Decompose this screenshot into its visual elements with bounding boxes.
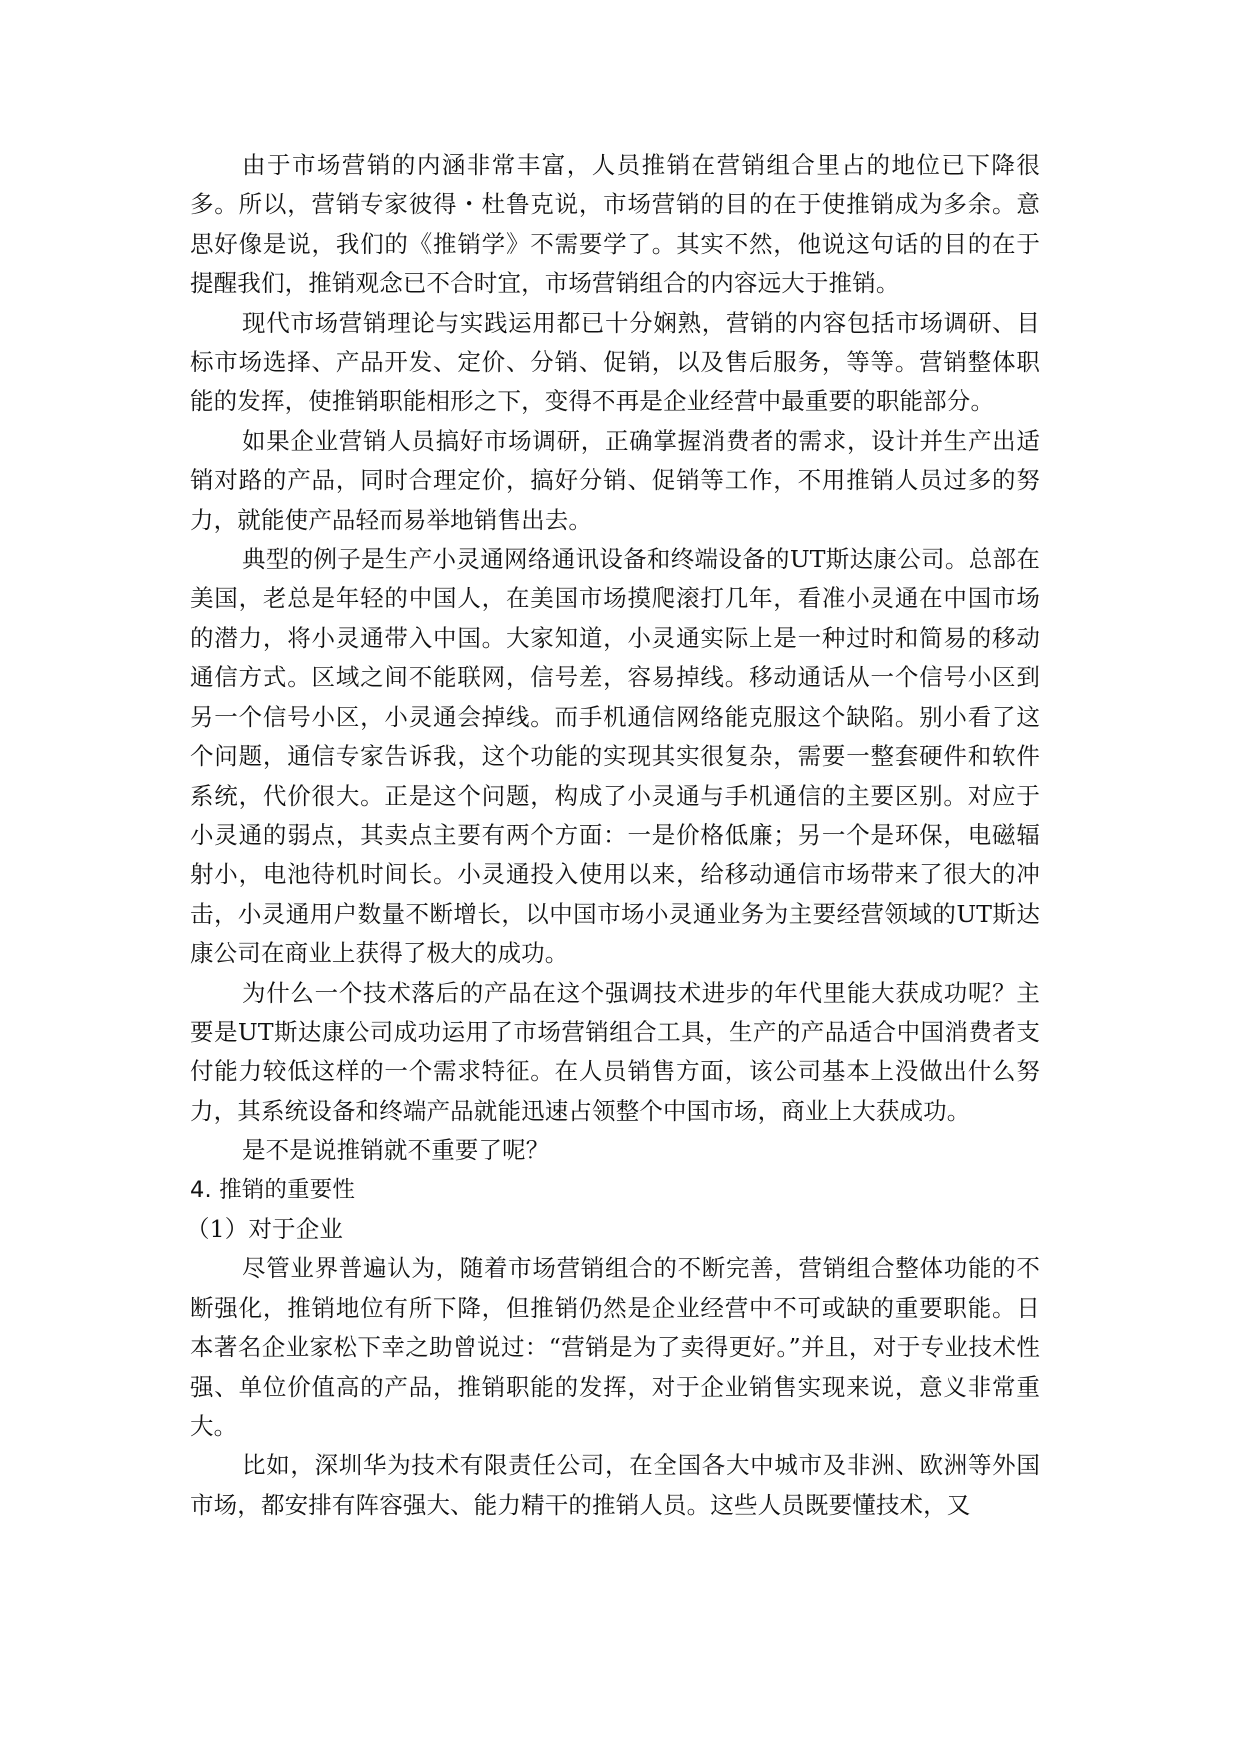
paragraph-huawei-example: 比如，深圳华为技术有限责任公司，在全国各大中城市及非洲、欧洲等外国市场，都安排有阵容强大、能力精干的推销人员。这些人员既要懂技术，又 <box>190 1451 1040 1519</box>
paragraph-modern-marketing: 现代市场营销理论与实践运用都已十分娴熟，营销的内容包括市场调研、目标市场选择、产品开发、定价、分销、促销，以及售后服务，等等。营销整体职能的发挥，使推销职能相形之下，变得不再是企业经营中最重要的职能部分。 <box>190 308 1040 416</box>
paragraph-why-success: 为什么一个技术落后的产品在这个强调技术进步的年代里能大获成功呢？主要是UT斯达康公司成功运用了市场营销组合工具，生产的产品适合中国消费者支付能力较低这样的一个需求特征。在人员销售方面，该公司基本上没做出什么努力，其系统设备和终端产品就能迅速占领整个中国市场，商业上大获成功。 <box>190 978 1040 1125</box>
document-body <box>186 146 1040 1525</box>
paragraph-market-research: 如果企业营销人员搞好市场调研，正确掌握消费者的需求，设计并生产出适销对路的产品，同时合理定价，搞好分销、促销等工作，不用推销人员过多的努力，就能使产品轻而易举地销售出去。 <box>190 426 1040 534</box>
paragraph-role-of-selling: 由于市场营销的内涵非常丰富，人员推销在营销组合里占的地位已下降很多。所以，营销专家彼得・杜鲁克说，市场营销的目的在于使推销成为多余。意思好像是说，我们的《推销学》不需要学了。其实不然，他说这句话的目的在于提醒我们，推销观念已不合时宜，市场营销组合的内容远大于推销。 <box>190 151 1040 298</box>
paragraph-utstarcom-example: 典型的例子是生产小灵通网络通讯设备和终端设备的UT斯达康公司。总部在美国，老总是年轻的中国人，在美国市场摸爬滚打几年，看准小灵通在中国市场的潜力，将小灵通带入中国。大家知道，小灵通实际上是一种过时和简易的移动通信方式。区域之间不能联网，信号差，容易掉线。移动通话从一个信号小区到另一个信号小区，小灵通会掉线。而手机通信网络能克服这个缺陷。别小看了这个问题，通信专家告诉我，这个功能的实现其实很复杂，需要一整套硬件和软件系统，代价很大。正是这个问题，构成了小灵通与手机通信的主要区别。对应于小灵通的弱点，其卖点主要有两个方面：一是价格低廉；另一个是环保，电磁辐射小，电池待机时间长。小灵通投入使用以来，给移动通信市场带来了很大的冲击，小灵通用户数量不断增长，以中国市场小灵通业务为主要经营领域的UT斯达康公司在商业上获得了极大的成功。 <box>190 545 1040 968</box>
subsection-heading: （1）对于企业 <box>186 1214 344 1243</box>
paragraph-question: 是不是说推销就不重要了呢？ <box>242 1136 550 1165</box>
section-heading: 4. 推销的重要性 <box>190 1176 355 1203</box>
paragraph-importance-for-enterprise: 尽管业界普遍认为，随着市场营销组合的不断完善，营销组合整体功能的不断强化，推销地位有所下降，但推销仍然是企业经营中不可或缺的重要职能。日本著名企业家松下幸之助曾说过：“营销是为了卖得更好。”并且，对于专业技术性强、单位价值高的产品，推销职能的发挥，对于企业销售实现来说，意义非常重大。 <box>190 1254 1040 1440</box>
